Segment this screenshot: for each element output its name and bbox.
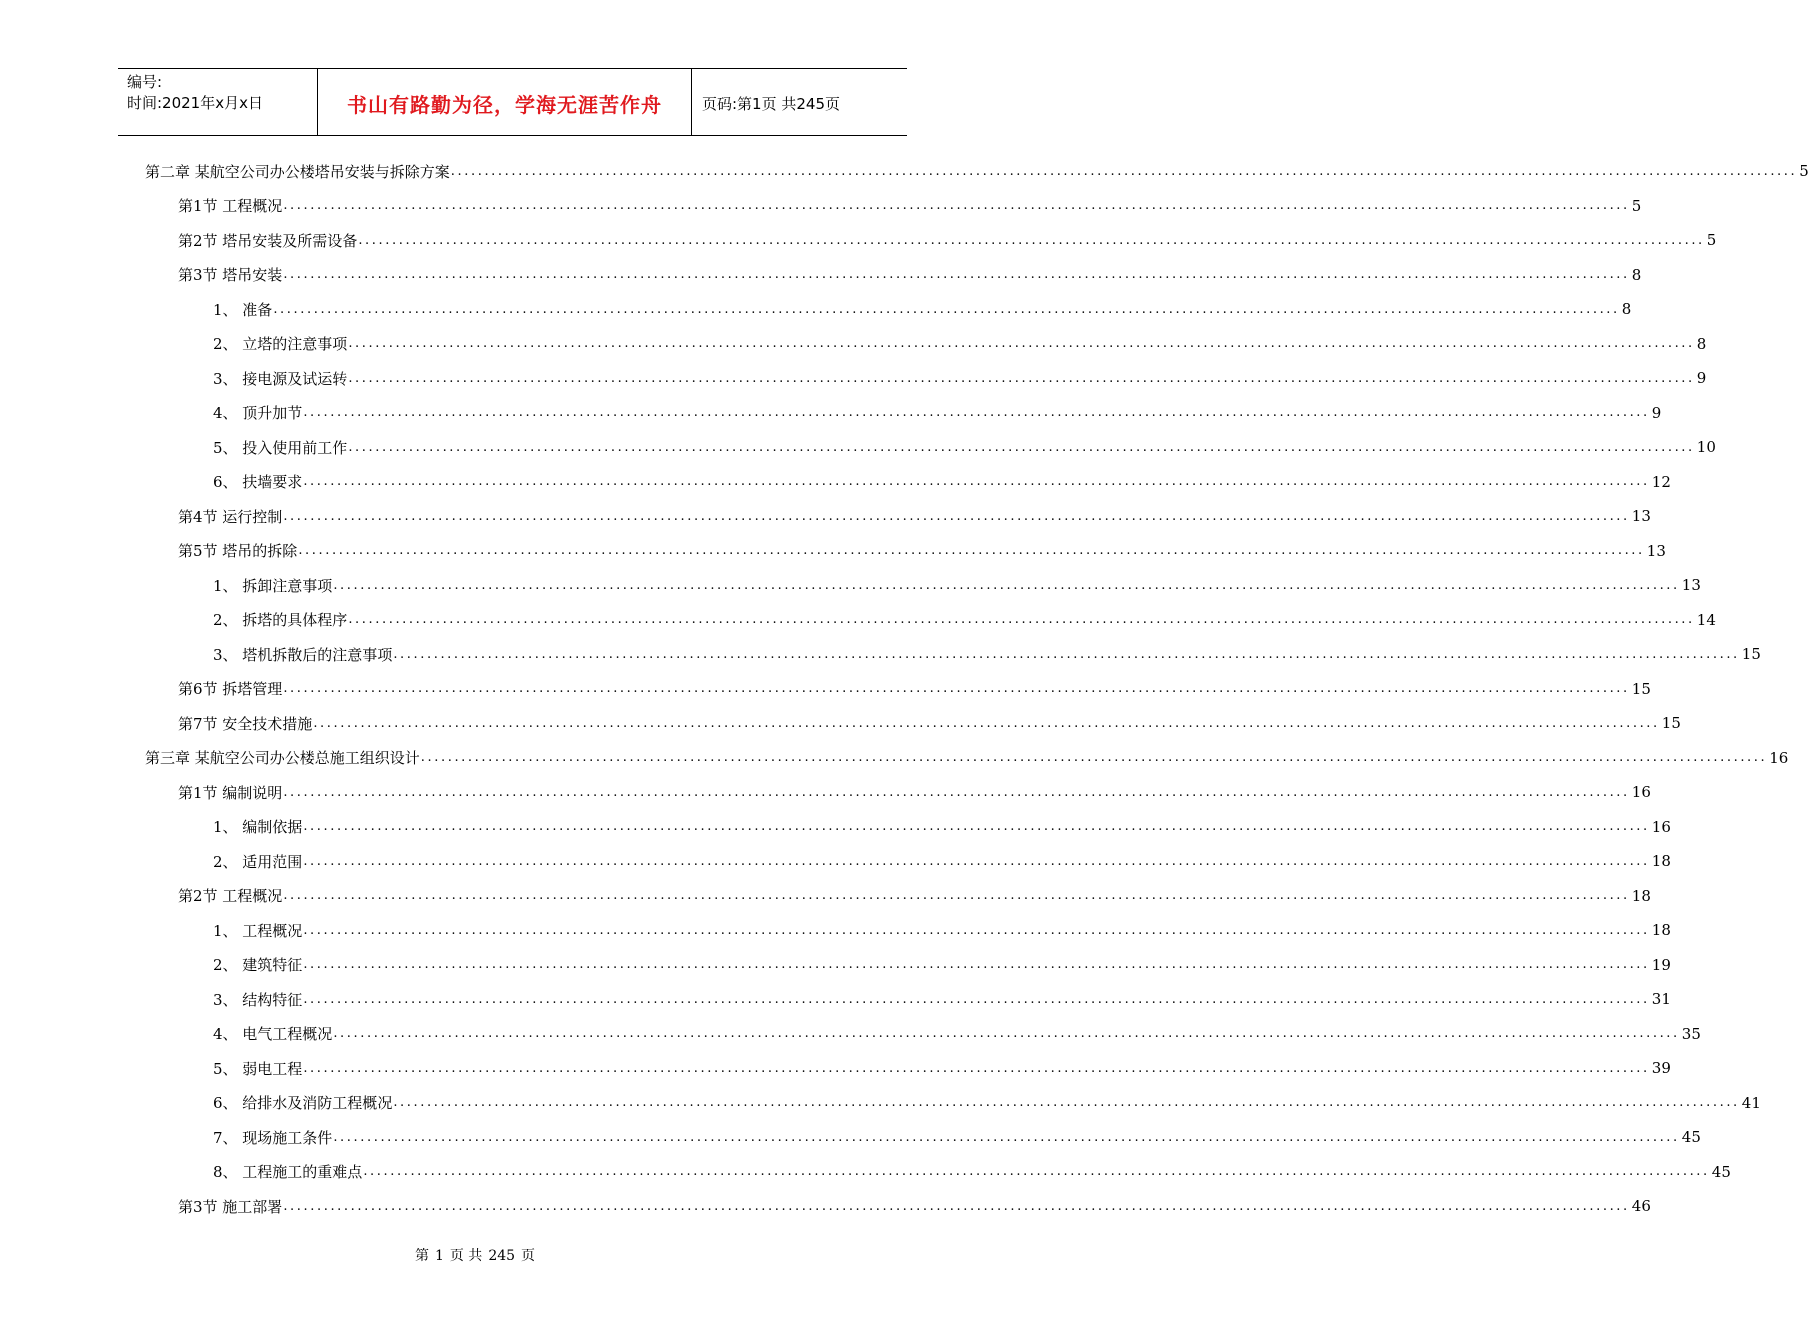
- toc-entry-page: 15: [1741, 645, 1761, 663]
- toc-entry[interactable]: [178, 775, 1651, 809]
- toc-entry-title: 4、 电气工程概况: [213, 1025, 333, 1043]
- toc-entry[interactable]: [213, 292, 1632, 326]
- toc-dot-leader: ........................................................................................................................................................................................................: [333, 1026, 1680, 1041]
- toc-entry[interactable]: [213, 948, 1671, 982]
- document-time-label: 时间:2021年x月x日: [127, 94, 263, 112]
- toc-entry[interactable]: [213, 1120, 1701, 1154]
- toc-entry-page: 8: [1621, 300, 1632, 318]
- toc-entry-title: 5、 弱电工程: [213, 1059, 303, 1078]
- toc-entry-title: 第3节 施工部署: [178, 1197, 283, 1216]
- toc-dot-leader: ........................................................................................................................................................................................................: [450, 163, 1798, 179]
- toc-entry[interactable]: [213, 637, 1761, 671]
- footer-current-page: 1: [434, 1248, 444, 1264]
- toc-dot-leader: ........................................................................................................................................................................................................: [303, 991, 1650, 1007]
- toc-entry-title: 第7节 安全技术措施: [178, 714, 313, 733]
- toc-dot-leader: ........................................................................................................................................................................................................: [303, 1060, 1650, 1076]
- toc-entry-page: 35: [1681, 1024, 1701, 1043]
- toc-entry-page: 16: [1651, 817, 1671, 836]
- footer-total-pages: 245: [488, 1248, 516, 1264]
- toc-entry[interactable]: [213, 327, 1707, 361]
- toc-dot-leader: ........................................................................................................................................................................................................: [298, 543, 1645, 558]
- toc-entry[interactable]: [213, 1051, 1671, 1085]
- toc-dot-leader: ........................................................................................................................................................................................................: [273, 301, 1620, 317]
- toc-entry-title: 第4节 运行控制: [178, 507, 283, 526]
- toc-entry[interactable]: [178, 499, 1651, 533]
- document-number-label: 编号:: [127, 73, 163, 91]
- toc-entry[interactable]: [213, 568, 1701, 602]
- toc-entry-title: 8、 工程施工的重难点: [213, 1163, 363, 1181]
- page-footer: [0, 1245, 950, 1265]
- toc-entry-page: 15: [1661, 714, 1681, 732]
- header-page-label: 页码:第1页 共245页: [702, 94, 840, 113]
- toc-dot-leader: ........................................................................................................................................................................................................: [303, 957, 1650, 972]
- toc-dot-leader: ........................................................................................................................................................................................................: [283, 1198, 1630, 1214]
- toc-dot-leader: ........................................................................................................................................................................................................: [303, 474, 1650, 489]
- toc-entry-title: 1、 编制依据: [213, 818, 303, 836]
- toc-entry[interactable]: [213, 844, 1671, 878]
- toc-dot-leader: ........................................................................................................................................................................................................: [363, 1164, 1710, 1179]
- toc-entry-page: 10: [1696, 438, 1716, 456]
- toc-entry-page: 13: [1631, 507, 1651, 525]
- header-motto: 书山有路勤为径，学海无涯苦作舟: [318, 69, 692, 135]
- toc-entry[interactable]: [213, 810, 1671, 844]
- toc-entry[interactable]: [178, 706, 1681, 740]
- toc-entry[interactable]: [178, 534, 1666, 568]
- toc-entry-page: 8: [1631, 265, 1642, 284]
- toc-dot-leader: ........................................................................................................................................................................................................: [303, 853, 1650, 869]
- toc-dot-leader: ........................................................................................................................................................................................................: [283, 681, 1630, 696]
- toc-entry-page: 31: [1651, 990, 1671, 1008]
- toc-entry[interactable]: [178, 1189, 1651, 1223]
- toc-entry-title: 4、 顶升加节: [213, 404, 303, 422]
- toc-entry-page: 41: [1741, 1093, 1761, 1112]
- toc-entry[interactable]: [213, 465, 1671, 499]
- toc-dot-leader: ........................................................................................................................................................................................................: [283, 888, 1630, 903]
- toc-entry-title: 2、 立塔的注意事项: [213, 335, 348, 353]
- toc-entry-title: 第5节 塔吊的拆除: [178, 542, 298, 560]
- toc-dot-leader: ........................................................................................................................................................................................................: [333, 1129, 1680, 1145]
- toc-entry-page: 45: [1711, 1162, 1731, 1181]
- toc-entry-page: 19: [1651, 955, 1671, 974]
- toc-entry-title: 1、 准备: [213, 300, 273, 319]
- toc-entry[interactable]: [213, 396, 1662, 430]
- header-meta: [118, 69, 318, 135]
- toc-entry-page: 8: [1696, 334, 1707, 353]
- toc-entry-title: 第三章 某航空公司办公楼总施工组织设计: [145, 749, 420, 767]
- toc-entry-page: 15: [1631, 679, 1651, 698]
- toc-entry-title: 3、 塔机拆散后的注意事项: [213, 645, 393, 664]
- toc-entry-page: 13: [1681, 576, 1701, 594]
- toc-entry-title: 第2节 工程概况: [178, 887, 283, 905]
- toc-entry-title: 3、 接电源及试运转: [213, 369, 348, 388]
- footer-page-suffix: 页: [521, 1248, 536, 1264]
- toc-entry-title: 1、 工程概况: [213, 921, 303, 940]
- toc-dot-leader: ........................................................................................................................................................................................................: [348, 370, 1695, 386]
- toc-dot-leader: ........................................................................................................................................................................................................: [303, 405, 1650, 420]
- toc-entry-title: 3、 结构特征: [213, 990, 303, 1009]
- toc-entry-title: 第1节 工程概况: [178, 197, 283, 215]
- toc-entry-page: 16: [1769, 748, 1789, 767]
- toc-entry-page: 39: [1651, 1059, 1671, 1077]
- toc-entry-page: 9: [1696, 369, 1707, 387]
- toc-entry-page: 18: [1651, 852, 1671, 870]
- toc-entry[interactable]: [178, 223, 1717, 257]
- toc-entry-title: 第二章 某航空公司办公楼塔吊安装与拆除方案: [145, 162, 450, 181]
- toc-entry-page: 18: [1651, 921, 1671, 939]
- toc-entry-title: 第3节 塔吊安装: [178, 266, 283, 284]
- toc-entry-page: 12: [1651, 472, 1671, 491]
- toc-entry-title: 第2节 塔吊安装及所需设备: [178, 231, 358, 250]
- toc-entry-title: 2、 拆塔的具体程序: [213, 611, 348, 629]
- toc-dot-leader: ........................................................................................................................................................................................................: [393, 1095, 1740, 1110]
- toc-dot-leader: ........................................................................................................................................................................................................: [303, 819, 1650, 834]
- toc-entry[interactable]: [145, 154, 1809, 188]
- toc-entry[interactable]: [213, 913, 1671, 947]
- toc-entry[interactable]: [178, 258, 1642, 292]
- toc-entry-page: 14: [1696, 610, 1716, 629]
- footer-page-middle: 页 共: [449, 1248, 483, 1264]
- toc-entry-page: 13: [1646, 541, 1666, 560]
- toc-entry-title: 第1节 编制说明: [178, 783, 283, 802]
- toc-dot-leader: ........................................................................................................................................................................................................: [283, 267, 1630, 282]
- toc-dot-leader: ........................................................................................................................................................................................................: [393, 646, 1740, 662]
- toc-entry-title: 2、 适用范围: [213, 852, 303, 871]
- toc-dot-leader: ........................................................................................................................................................................................................: [313, 715, 1660, 731]
- toc-entry-page: 9: [1651, 403, 1662, 422]
- toc-entry-page: 46: [1631, 1197, 1651, 1215]
- toc-entry[interactable]: [178, 189, 1642, 223]
- toc-entry[interactable]: [213, 982, 1671, 1016]
- page-header: [118, 68, 907, 136]
- toc-dot-leader: ........................................................................................................................................................................................................: [303, 922, 1650, 938]
- toc-dot-leader: ........................................................................................................................................................................................................: [348, 336, 1695, 351]
- toc-entry-page: 5: [1799, 162, 1809, 180]
- toc-dot-leader: ........................................................................................................................................................................................................: [420, 750, 1768, 765]
- toc-entry-page: 16: [1631, 783, 1651, 801]
- toc-entry-title: 6、 给排水及消防工程概况: [213, 1094, 393, 1112]
- toc-entry[interactable]: [178, 879, 1651, 913]
- toc-entry[interactable]: [213, 603, 1716, 637]
- toc-entry-page: 5: [1706, 231, 1717, 249]
- toc-dot-leader: ........................................................................................................................................................................................................: [283, 784, 1630, 800]
- toc-entry[interactable]: [213, 1086, 1761, 1120]
- toc-entry-title: 第6节 拆塔管理: [178, 680, 283, 698]
- toc-dot-leader: ........................................................................................................................................................................................................: [283, 198, 1630, 213]
- toc-entry-page: 18: [1631, 886, 1651, 905]
- toc-entry[interactable]: [213, 1155, 1731, 1189]
- toc-entry-title: 1、 拆卸注意事项: [213, 576, 333, 595]
- toc-entry-title: 5、 投入使用前工作: [213, 438, 348, 457]
- toc-entry-page: 45: [1681, 1128, 1701, 1146]
- toc-entry-title: 2、 建筑特征: [213, 956, 303, 974]
- toc-entry[interactable]: [145, 741, 1789, 775]
- toc-dot-leader: ........................................................................................................................................................................................................: [283, 508, 1630, 524]
- footer-page-prefix: 第: [414, 1248, 429, 1264]
- toc-dot-leader: ........................................................................................................................................................................................................: [348, 439, 1695, 455]
- toc-entry-title: 6、 扶墙要求: [213, 473, 303, 491]
- toc-entry[interactable]: [213, 1017, 1701, 1051]
- toc-entry[interactable]: [178, 672, 1651, 706]
- toc-entry-title: 7、 现场施工条件: [213, 1128, 333, 1147]
- toc-entry[interactable]: [213, 361, 1707, 395]
- toc-entry-page: 5: [1631, 196, 1642, 215]
- toc-dot-leader: ........................................................................................................................................................................................................: [348, 612, 1695, 627]
- toc-dot-leader: ........................................................................................................................................................................................................: [333, 577, 1680, 593]
- toc-dot-leader: ........................................................................................................................................................................................................: [358, 232, 1705, 248]
- toc-entry[interactable]: [213, 430, 1716, 464]
